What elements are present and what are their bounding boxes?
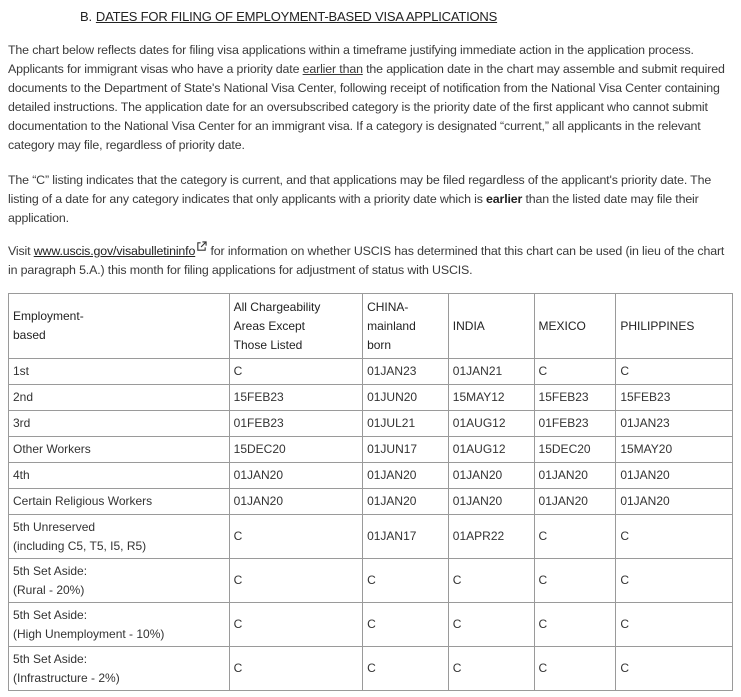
mexico-cell: C: [534, 359, 616, 385]
all-cell: C: [229, 603, 362, 647]
china-cell: C: [363, 603, 449, 647]
header-text: Employment-: [13, 309, 84, 323]
philippines-cell: 15MAY20: [616, 437, 733, 463]
p1-underlined: earlier than: [302, 62, 363, 76]
table-row: [9, 385, 733, 411]
mexico-cell: 01JAN20: [534, 489, 616, 515]
col-china: [363, 294, 449, 359]
mexico-cell: 01JAN20: [534, 463, 616, 489]
table-row: [9, 359, 733, 385]
all-cell: 01FEB23: [229, 411, 362, 437]
all-cell: 01JAN20: [229, 463, 362, 489]
all-cell: C: [229, 515, 362, 559]
table-row: [9, 489, 733, 515]
col-all-chargeability: [229, 294, 362, 359]
col-india: INDIA: [448, 294, 534, 359]
table-row: [9, 463, 733, 489]
mexico-cell: 01FEB23: [534, 411, 616, 437]
table-row: [9, 411, 733, 437]
header-text: Areas Except: [233, 318, 306, 333]
col-employment-based: [9, 294, 230, 359]
india-cell: C: [448, 603, 534, 647]
header-text: mainland: [367, 318, 416, 333]
p3-text-b: for information on whether USCIS has determined that this chart can be used (in lieu of the chart in paragraph 5.A.) this month for filing applications for adjustment of status with USCIS.: [8, 244, 725, 277]
category-line-2: (including C5, T5, I5, R5): [13, 538, 147, 553]
philippines-cell: 01JAN20: [616, 489, 733, 515]
india-cell: 01JAN20: [448, 489, 534, 515]
category-line-2: (Infrastructure - 2%): [13, 670, 120, 685]
p1-text-a: The chart below reflects dates for filing visa applications within a timeframe justifying immediate action in the application process. Applicants for immigrant visas who have a priority date: [8, 43, 694, 76]
mexico-cell: 15DEC20: [534, 437, 616, 463]
section-letter: B.: [80, 9, 92, 24]
india-cell: 01AUG12: [448, 411, 534, 437]
philippines-cell: 01JAN23: [616, 411, 733, 437]
mexico-cell: C: [534, 603, 616, 647]
external-link-icon[interactable]: [196, 241, 207, 252]
india-cell: 01JAN21: [448, 359, 534, 385]
table-row: [9, 647, 733, 691]
india-cell: C: [448, 647, 534, 691]
india-cell: 15MAY12: [448, 385, 534, 411]
philippines-cell: C: [616, 647, 733, 691]
p2-bold: earlier: [486, 192, 523, 206]
category-cell: Certain Religious Workers: [9, 489, 230, 515]
header-text: All Chargeability: [233, 299, 321, 314]
india-cell: C: [448, 559, 534, 603]
col-mexico: MEXICO: [534, 294, 616, 359]
category-cell: [9, 647, 230, 691]
intro-paragraph: [8, 41, 732, 155]
filing-dates-table: [8, 293, 733, 691]
philippines-cell: C: [616, 359, 733, 385]
category-line-2: (Rural - 20%): [13, 582, 85, 597]
philippines-cell: C: [616, 603, 733, 647]
category-cell: 1st: [9, 359, 230, 385]
mexico-cell: C: [534, 515, 616, 559]
category-cell: 4th: [9, 463, 230, 489]
header-text: CHINA-: [367, 299, 409, 314]
p2-text-b: than the listed date may file their application.: [8, 192, 699, 225]
philippines-cell: 01JAN20: [616, 463, 733, 489]
category-cell: [9, 603, 230, 647]
table-header-row: [9, 294, 733, 359]
uscis-paragraph: [8, 241, 732, 280]
uscis-link[interactable]: www.uscis.gov/visabulletininfo: [33, 244, 196, 258]
all-cell: 15DEC20: [229, 437, 362, 463]
china-cell: C: [363, 647, 449, 691]
philippines-cell: C: [616, 559, 733, 603]
section-title: DATES FOR FILING OF EMPLOYMENT-BASED VISA APPLICATIONS: [95, 9, 498, 24]
category-cell: [9, 559, 230, 603]
header-text: Those Listed: [233, 337, 303, 352]
china-cell: 01JAN20: [363, 463, 449, 489]
table-row: [9, 515, 733, 559]
table-row: [9, 437, 733, 463]
mexico-cell: 15FEB23: [534, 385, 616, 411]
mexico-cell: C: [534, 647, 616, 691]
header-text: born: [367, 337, 392, 352]
china-cell: 01JAN20: [363, 489, 449, 515]
china-cell: 01JUN20: [363, 385, 449, 411]
section-heading: [80, 9, 497, 24]
p1-text-b: the application date in the chart may assemble and submit required documents to the Department of State's National Visa Center, following receipt of notification from the National Visa Center containing detailed instructions. The application date for an oversubscribed category is the priority date of the first applicant who cannot submit documentation to the National Visa Center for an immigrant visa. If a category is designated “current,” all applicants in the relevant category may file, regardless of priority date.: [8, 62, 725, 152]
category-line-2: (High Unemployment - 10%): [13, 626, 165, 641]
all-cell: C: [229, 647, 362, 691]
table-row: [9, 603, 733, 647]
all-cell: 15FEB23: [229, 385, 362, 411]
category-cell: [9, 515, 230, 559]
china-cell: C: [363, 559, 449, 603]
philippines-cell: C: [616, 515, 733, 559]
table-row: [9, 559, 733, 603]
china-cell: 01JAN23: [363, 359, 449, 385]
india-cell: 01JAN20: [448, 463, 534, 489]
mexico-cell: C: [534, 559, 616, 603]
header-text: based: [13, 328, 46, 342]
category-line-1: 5th Set Aside:: [13, 651, 88, 666]
philippines-cell: 15FEB23: [616, 385, 733, 411]
current-listing-paragraph: [8, 171, 732, 228]
all-cell: C: [229, 559, 362, 603]
category-line-1: 5th Set Aside:: [13, 563, 88, 578]
category-line-1: 5th Unreserved: [13, 519, 96, 534]
india-cell: 01APR22: [448, 515, 534, 559]
category-line-1: 5th Set Aside:: [13, 607, 88, 622]
category-cell: Other Workers: [9, 437, 230, 463]
category-cell: 3rd: [9, 411, 230, 437]
col-philippines: PHILIPPINES: [616, 294, 733, 359]
china-cell: 01JUL21: [363, 411, 449, 437]
all-cell: 01JAN20: [229, 489, 362, 515]
p3-text-a: Visit: [8, 244, 34, 258]
all-cell: C: [229, 359, 362, 385]
india-cell: 01AUG12: [448, 437, 534, 463]
p2-text-a: The “C” listing indicates that the category is current, and that applications may be filed regardless of the applicant's priority date. The listing of a date for any category indicates that only applicants with a priority date which is: [8, 173, 712, 206]
category-cell: 2nd: [9, 385, 230, 411]
china-cell: 01JUN17: [363, 437, 449, 463]
china-cell: 01JAN17: [363, 515, 449, 559]
